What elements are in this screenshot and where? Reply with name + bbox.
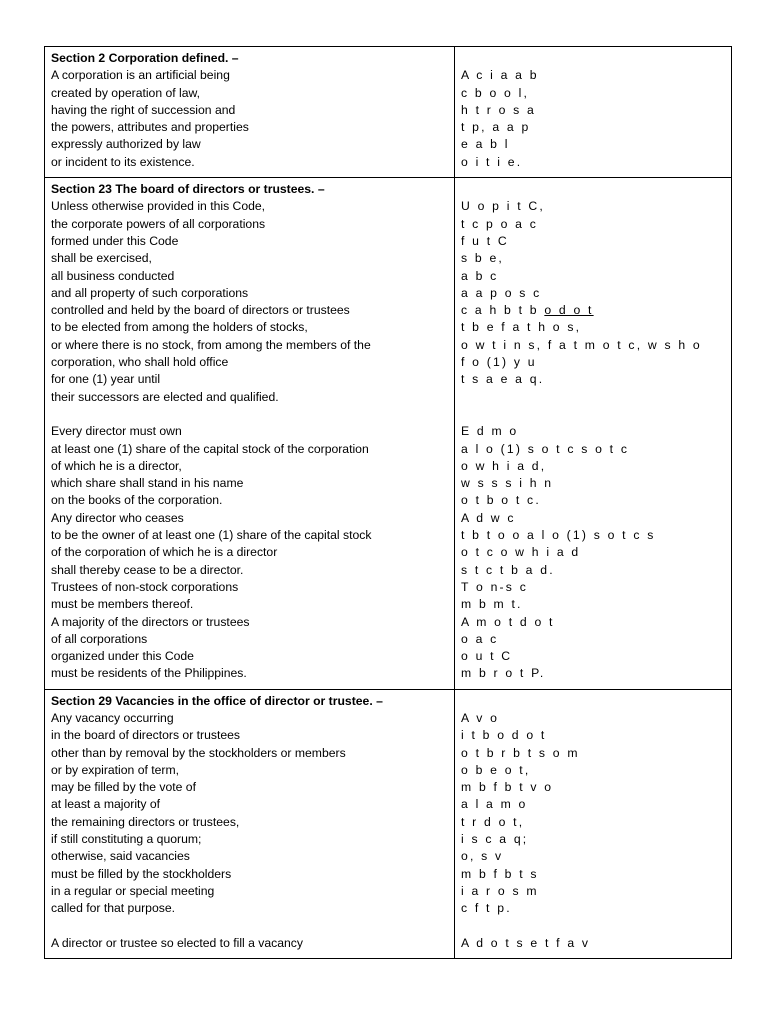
abbreviation-text: t p, a a p — [461, 120, 531, 135]
provision-line: must be members thereof. — [51, 597, 194, 612]
provision-line: Any vacancy occurring — [51, 710, 174, 725]
abbreviation-text: U o p i t C, — [461, 199, 545, 214]
abbreviation-line — [461, 441, 725, 458]
abbreviation-line — [461, 423, 725, 440]
provision-line — [51, 918, 448, 935]
provision-line: Any director who ceases — [51, 510, 184, 525]
abbreviation-text: f u t C — [461, 233, 509, 248]
section-abbreviation-cell — [455, 178, 732, 690]
abbreviation-line — [461, 527, 725, 544]
section-abbreviation-cell — [455, 689, 732, 958]
abbreviation-line — [461, 154, 725, 171]
provision-line: which share shall stand in his name — [51, 476, 244, 491]
abbreviation-text: t c p o a c — [461, 216, 539, 231]
provision-line: Every director must own — [51, 424, 182, 439]
provision-line: their successors are elected and qualified. — [51, 389, 279, 404]
provision-line: A corporation is an artificial being — [51, 68, 230, 83]
abbreviation-line — [461, 354, 725, 371]
provision-line: created by operation of law, — [51, 85, 201, 100]
abbreviation-line — [461, 579, 725, 596]
provision-line: in the board of directors or trustees — [51, 728, 241, 743]
abbreviation-line — [461, 119, 725, 136]
section-row — [45, 689, 732, 958]
abbreviation-line — [461, 614, 725, 631]
abbreviation-line — [461, 510, 725, 527]
abbreviation-text: h t r o s a — [461, 102, 537, 117]
provision-line: called for that purpose. — [51, 901, 175, 916]
provision-line: shall be exercised, — [51, 251, 152, 266]
abbreviation-text: a a p o s c — [461, 285, 542, 300]
abbreviation-line — [461, 762, 725, 779]
provision-line: having the right of succession and — [51, 102, 236, 117]
provision-line: Trustees of non-stock corporations — [51, 579, 239, 594]
section-row — [45, 178, 732, 690]
abbreviation-line — [461, 796, 725, 813]
abbreviation-line — [461, 371, 725, 388]
section-title: Section 29 Vacancies in the office of director or trustee. – — [51, 693, 383, 708]
section-row — [45, 47, 732, 178]
abbreviation-text: o b e o t, — [461, 762, 531, 777]
abbreviation-underlined: o d o t — [544, 303, 594, 318]
provision-line: otherwise, said vacancies — [51, 849, 190, 864]
abbreviation-text: a b c — [461, 268, 499, 283]
abbreviation-text: o u t C — [461, 649, 513, 664]
abbreviation-text: t b t o o a l o (1) s o t c s — [461, 528, 656, 543]
section-title: Section 2 Corporation defined. – — [51, 51, 239, 65]
abbreviation-text: t b e f a t h o s, — [461, 320, 582, 335]
provision-line: of which he is a director, — [51, 458, 182, 473]
abbreviation-line — [461, 631, 725, 648]
provision-line — [51, 406, 448, 423]
provision-line: organized under this Code — [51, 649, 194, 664]
abbreviation-line — [461, 814, 725, 831]
abbreviation-text: E d m o — [461, 424, 519, 439]
abbreviation-line — [461, 389, 725, 406]
abbreviation-text: o, s v — [461, 849, 504, 864]
spacer — [461, 181, 725, 198]
abbreviation-line — [461, 268, 725, 285]
abbreviation-line — [461, 136, 725, 153]
abbreviation-text: o w h i a d, — [461, 458, 547, 473]
provision-line: A director or trustee so elected to fill a vacancy — [51, 935, 303, 950]
abbreviation-line — [461, 544, 725, 561]
section-text-cell — [45, 47, 455, 178]
abbreviation-text: o w t i n s, f a t m o t c, w s h o — [461, 337, 702, 352]
section-abbreviation-cell — [455, 47, 732, 178]
abbreviation-text: o t c o w h i a d — [461, 545, 581, 560]
abbreviation-text: o i t i e. — [461, 154, 523, 169]
memorization-table — [44, 46, 732, 959]
provision-line: to be elected from among the holders of stocks, — [51, 320, 308, 335]
provision-line: controlled and held by the board of directors or trustees — [51, 303, 350, 318]
abbreviation-text: A d w c — [461, 510, 516, 525]
abbreviation-line — [461, 727, 725, 744]
provision-line: corporation, who shall hold office — [51, 355, 229, 370]
abbreviation-text: c a h b t b — [461, 303, 539, 318]
abbreviation-text: A c i a a b — [461, 68, 539, 83]
provision-line: or incident to its existence. — [51, 154, 195, 169]
provision-line: of all corporations — [51, 631, 148, 646]
abbreviation-text: T o n-s c — [461, 579, 528, 594]
abbreviation-text: t r d o t, — [461, 814, 525, 829]
abbreviation-line — [461, 831, 725, 848]
abbreviation-line — [461, 319, 725, 336]
abbreviation-line — [461, 337, 725, 354]
abbreviation-line — [461, 848, 725, 865]
abbreviation-text: a l o (1) s o t c s o t c — [461, 441, 630, 456]
abbreviation-line — [461, 233, 725, 250]
provision-line: if still constituting a quorum; — [51, 832, 202, 847]
abbreviation-line — [461, 745, 725, 762]
provision-line: A majority of the directors or trustees — [51, 614, 250, 629]
table-body — [45, 47, 732, 959]
abbreviation-line — [461, 216, 725, 233]
provision-line: the powers, attributes and properties — [51, 120, 249, 135]
spacer — [461, 50, 725, 67]
abbreviation-text: o t b r b t s o m — [461, 745, 580, 760]
abbreviation-line — [461, 883, 725, 900]
provision-line: at least a majority of — [51, 797, 161, 812]
abbreviation-text: A m o t d o t — [461, 614, 555, 629]
provision-line: on the books of the corporation. — [51, 493, 223, 508]
provision-line: for one (1) year until — [51, 372, 161, 387]
section-text-cell — [45, 178, 455, 690]
abbreviation-text: i a r o s m — [461, 883, 539, 898]
abbreviation-text: s t c t b a d. — [461, 562, 555, 577]
abbreviation-line — [461, 198, 725, 215]
provision-line: must be filled by the stockholders — [51, 866, 232, 881]
abbreviation-text: m b r o t P. — [461, 666, 546, 681]
abbreviation-line — [461, 710, 725, 727]
provision-line: or where there is no stock, from among the members of the — [51, 337, 371, 352]
abbreviation-line — [461, 285, 725, 302]
abbreviation-line — [461, 779, 725, 796]
provision-line: at least one (1) share of the capital stock of the corporation — [51, 441, 369, 456]
abbreviation-text: o t b o t c. — [461, 493, 541, 508]
provision-line: the corporate powers of all corporations — [51, 216, 266, 231]
abbreviation-text: c f t p. — [461, 901, 512, 916]
abbreviation-line — [461, 596, 725, 613]
abbreviation-line — [461, 665, 725, 682]
abbreviation-text: a l a m o — [461, 797, 528, 812]
section-title: Section 23 The board of directors or trustees. – — [51, 182, 325, 197]
abbreviation-text: o a c — [461, 631, 499, 646]
abbreviation-line — [461, 935, 725, 952]
provision-line: the remaining directors or trustees, — [51, 814, 240, 829]
abbreviation-text: i t b o d o t — [461, 728, 547, 743]
abbreviation-line — [461, 67, 725, 84]
abbreviation-text: w s s s i h n — [461, 476, 554, 491]
abbreviation-text: e a b l — [461, 137, 510, 152]
abbreviation-line — [461, 406, 725, 423]
abbreviation-line — [461, 918, 725, 935]
spacer — [461, 693, 725, 710]
provision-line: and all property of such corporations — [51, 285, 249, 300]
abbreviation-line — [461, 458, 725, 475]
abbreviation-text: f o (1) y u — [461, 355, 537, 370]
provision-line: other than by removal by the stockholders or members — [51, 745, 346, 760]
abbreviation-line — [461, 900, 725, 917]
provision-line: expressly authorized by law — [51, 137, 201, 152]
abbreviation-line — [461, 866, 725, 883]
abbreviation-line — [461, 250, 725, 267]
abbreviation-text: A d o t s e t f a v — [461, 935, 591, 950]
abbreviation-text: m b f b t s — [461, 866, 539, 881]
provision-line: in a regular or special meeting — [51, 883, 215, 898]
provision-line: Unless otherwise provided in this Code, — [51, 199, 266, 214]
provision-line: or by expiration of term, — [51, 762, 180, 777]
abbreviation-text: i s c a q; — [461, 832, 529, 847]
provision-line: may be filled by the vote of — [51, 780, 196, 795]
abbreviation-line — [461, 475, 725, 492]
section-text-cell — [45, 689, 455, 958]
abbreviation-line — [461, 102, 725, 119]
abbreviation-line — [461, 562, 725, 579]
abbreviation-line — [461, 492, 725, 509]
provision-line: all business conducted — [51, 268, 175, 283]
abbreviation-text: m b m t. — [461, 597, 523, 612]
abbreviation-line — [461, 648, 725, 665]
abbreviation-text: t s a e a q. — [461, 372, 545, 387]
provision-line: must be residents of the Philippines. — [51, 666, 247, 681]
provision-line: formed under this Code — [51, 233, 179, 248]
abbreviation-line — [461, 85, 725, 102]
abbreviation-text: A v o — [461, 710, 500, 725]
abbreviation-text: s b e, — [461, 251, 505, 266]
provision-line: shall thereby cease to be a director. — [51, 562, 244, 577]
provision-line: to be the owner of at least one (1) share of the capital stock — [51, 528, 372, 543]
provision-line: of the corporation of which he is a director — [51, 545, 278, 560]
abbreviation-line — [461, 302, 725, 319]
abbreviation-text: c b o o l, — [461, 85, 530, 100]
abbreviation-text: m b f b t v o — [461, 780, 554, 795]
